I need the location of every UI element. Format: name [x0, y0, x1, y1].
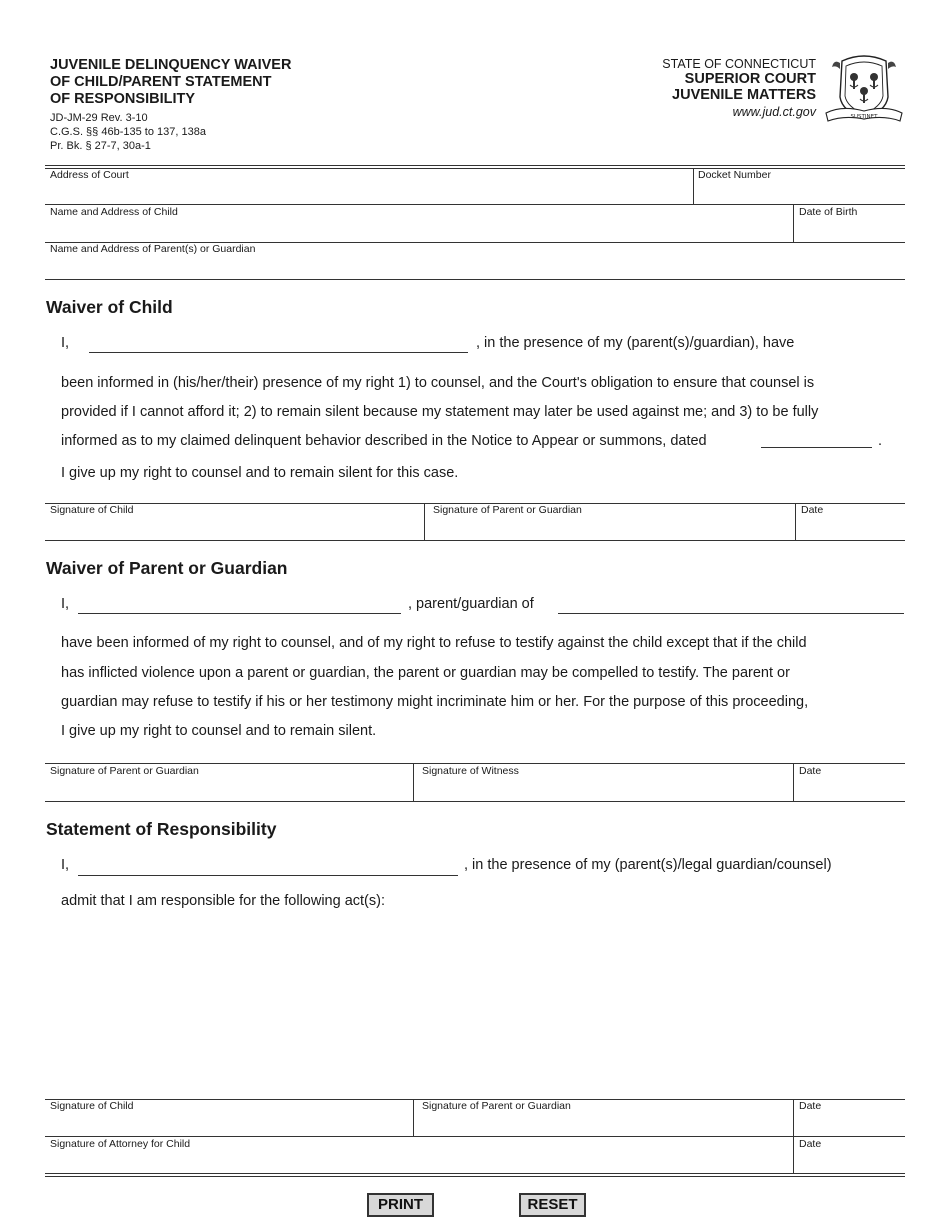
header-rule-bottom [45, 168, 905, 169]
statement-admit-text: admit that I am responsible for the following act(s): [61, 893, 385, 909]
website-link[interactable]: www.jud.ct.gov [732, 105, 816, 119]
child-name-address-field[interactable] [45, 218, 791, 240]
statement-date-1-field[interactable] [795, 1112, 904, 1134]
reset-button[interactable]: RESET [519, 1193, 586, 1217]
child-para-line-3: informed as to my claimed delinquent behavior described in the Notice to Appear or summons, dated [61, 433, 707, 449]
child-name-line[interactable] [89, 352, 468, 353]
parent-sig-divider-2 [793, 763, 794, 801]
footer-rule-bottom [45, 1176, 905, 1177]
form-title-line-2: OF CHILD/PARENT STATEMENT [50, 74, 272, 90]
row-rule-3 [45, 279, 905, 280]
parent-sig-parent-label: Signature of Parent or Guardian [50, 765, 199, 777]
address-of-court-field[interactable] [45, 181, 691, 203]
address-of-court-label: Address of Court [50, 169, 129, 181]
child-i-label: I, [61, 335, 70, 351]
statement-sig-child-label: Signature of Child [50, 1100, 134, 1112]
waiver-of-parent-heading: Waiver of Parent or Guardian [46, 558, 288, 578]
division-name: JUVENILE MATTERS [672, 87, 816, 103]
statement-presence-text: , in the presence of my (parent(s)/legal guardian/counsel) [464, 857, 832, 873]
docket-number-label: Docket Number [698, 169, 771, 181]
child-date-label: Date [801, 504, 824, 516]
statement-sig-divider-1 [413, 1099, 414, 1137]
parent-name-address-field[interactable] [45, 255, 903, 277]
form-title-line-1: JUVENILE DELINQUENCY WAIVER [50, 57, 292, 73]
docket-divider [693, 168, 694, 205]
court-header [662, 57, 816, 121]
date-of-birth-field[interactable] [796, 218, 904, 240]
child-date-field[interactable] [797, 516, 904, 538]
child-sig-divider-1 [424, 503, 425, 541]
child-presence-text: , in the presence of my (parent(s)/guardian), have [476, 335, 795, 351]
parent-sig-rule-bottom [45, 801, 905, 802]
sig-witness-label: Signature of Witness [422, 765, 519, 777]
statement-date-2-label: Date [799, 1138, 822, 1150]
state-name: STATE OF CONNECTICUT [662, 57, 816, 71]
form-title [50, 57, 291, 108]
court-name: SUPERIOR COURT [684, 71, 816, 87]
child-para-line-2: provided if I cannot afford it; 2) to remain silent because my statement may later be used against me; and 3) to be fully [61, 404, 819, 420]
child-of-parent-line[interactable] [558, 613, 904, 614]
parent-name-line[interactable] [78, 613, 401, 614]
waiver-of-child-heading: Waiver of Child [46, 297, 173, 317]
seal-motto: SUSTINET [850, 114, 878, 120]
parent-para-line-2: has inflicted violence upon a parent or guardian, the parent or guardian may be compelled to testify. The parent or [61, 665, 790, 681]
child-sig-rule-bottom [45, 540, 905, 541]
statute-reference: C.G.S. §§ 46b-135 to 137, 138a [50, 126, 206, 138]
form-number: JD-JM-29 Rev. 3-10 [50, 112, 148, 124]
child-para-line-4: I give up my right to counsel and to remain silent for this case. [61, 465, 459, 481]
date-of-birth-label: Date of Birth [799, 206, 858, 218]
statement-sig-parent-label: Signature of Parent or Guardian [422, 1100, 571, 1112]
footer-rule-top [45, 1173, 905, 1174]
child-para-line-1: been informed in (his/her/their) presence of my right 1) to counsel, and the Court's obligation to ensure that counsel is [61, 375, 815, 391]
form-title-line-3: OF RESPONSIBILITY [50, 91, 196, 107]
parent-para-line-4: I give up my right to counsel and to remain silent. [61, 723, 377, 739]
sig-parent-label: Signature of Parent or Guardian [433, 504, 582, 516]
child-para-line-3-end: . [878, 433, 883, 449]
statement-date-1-label: Date [799, 1100, 822, 1112]
parent-name-address-label: Name and Address of Parent(s) or Guardian [50, 243, 256, 255]
parent-para-line-3: guardian may refuse to testify if his or her testimony might incriminate him or her. For the purpose of this proceeding, [61, 694, 809, 710]
parent-of-text: , parent/guardian of [408, 596, 534, 612]
parent-sig-divider-1 [413, 763, 414, 801]
connecticut-seal-icon [822, 53, 906, 127]
parent-i-label: I, [61, 596, 70, 612]
sig-attorney-field[interactable] [45, 1150, 791, 1172]
sig-parent-field[interactable] [426, 516, 792, 538]
sig-attorney-label: Signature of Attorney for Child [50, 1138, 191, 1150]
practice-book-reference: Pr. Bk. § 27-7, 30a-1 [50, 140, 151, 152]
statement-name-line[interactable] [78, 875, 458, 876]
parent-date-label: Date [799, 765, 822, 777]
parent-sig-rule-top [45, 763, 905, 764]
sig-witness-field[interactable] [415, 777, 792, 799]
statement-date-2-field[interactable] [795, 1150, 904, 1172]
statement-sig-rule-mid [45, 1136, 905, 1137]
statement-sig-parent-field[interactable] [415, 1112, 792, 1134]
dob-divider [793, 205, 794, 242]
parent-para-line-1: have been informed of my right to counsel, and of my right to refuse to testify against the child except that if the child [61, 635, 807, 651]
acts-textarea[interactable] [45, 915, 905, 1095]
row-rule-1 [45, 204, 905, 205]
statement-heading: Statement of Responsibility [46, 819, 277, 839]
print-button[interactable]: PRINT [367, 1193, 434, 1217]
header-rule-top [45, 165, 905, 166]
statement-sig-child-field[interactable] [45, 1112, 412, 1134]
summons-date-line[interactable] [761, 447, 872, 448]
parent-sig-parent-field[interactable] [45, 777, 412, 799]
form-references [50, 111, 206, 153]
statement-i-label: I, [61, 857, 70, 873]
docket-number-field[interactable] [696, 181, 904, 203]
child-name-address-label: Name and Address of Child [50, 206, 178, 218]
sig-child-field[interactable] [45, 516, 423, 538]
child-sig-divider-2 [795, 503, 796, 541]
parent-date-field[interactable] [795, 777, 904, 799]
sig-child-label: Signature of Child [50, 504, 134, 516]
